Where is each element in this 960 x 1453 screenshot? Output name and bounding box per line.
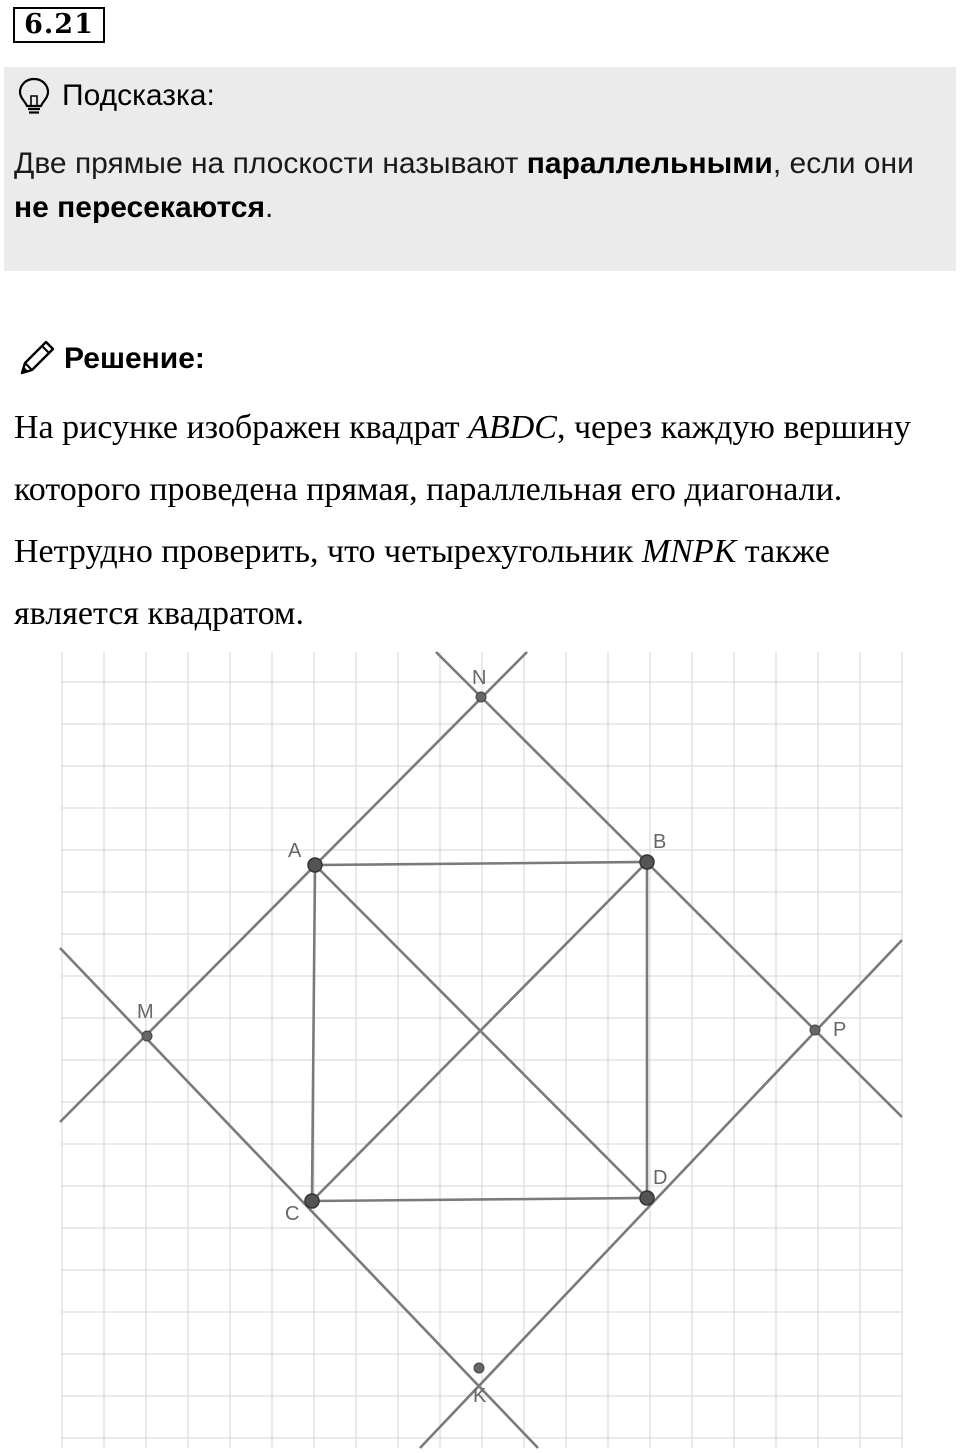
point-a [308, 858, 322, 872]
hint-text: Две прямые на плоскости называют параллельными, если они не пересекаются. [14, 147, 914, 224]
line-kp [420, 940, 902, 1448]
point-m [142, 1031, 152, 1041]
label-a: A [288, 840, 302, 862]
point-p [810, 1025, 820, 1035]
label-n: N [472, 667, 487, 689]
label-k: K [473, 1385, 487, 1407]
bold-term-parallel: параллельными [526, 147, 773, 180]
label-b: B [653, 831, 667, 853]
point-k [474, 1363, 484, 1373]
line-mn [60, 652, 527, 1122]
point-n [476, 692, 486, 702]
line-np [436, 652, 902, 1117]
point-c [305, 1194, 319, 1208]
side-ab [315, 862, 647, 865]
solution-title: Решение: [64, 342, 205, 375]
label-p: P [833, 1019, 847, 1041]
bold-term-not-intersect: не пересекаются [14, 191, 265, 224]
label-d: D [653, 1167, 668, 1189]
hint-title: Подсказка: [62, 79, 215, 112]
point-d [640, 1191, 654, 1205]
square-name: ABDC [468, 409, 557, 446]
grid [62, 652, 902, 1448]
line-mk [60, 948, 538, 1448]
side-dc [312, 1198, 647, 1201]
label-c: C [285, 1203, 300, 1225]
solution-text: На рисунке изображен квадрат ABDC, через каждую вершину которого проведена прямая, параллельная его диагонали. Нетрудно проверить, что четырехугольник MNPK также является квадратом. [14, 409, 911, 632]
quadrilateral-name: MNPK [641, 533, 737, 570]
point-b [640, 855, 654, 869]
problem-number: 6.21 [13, 7, 105, 43]
label-m: M [137, 1001, 154, 1023]
side-ca [312, 865, 315, 1201]
